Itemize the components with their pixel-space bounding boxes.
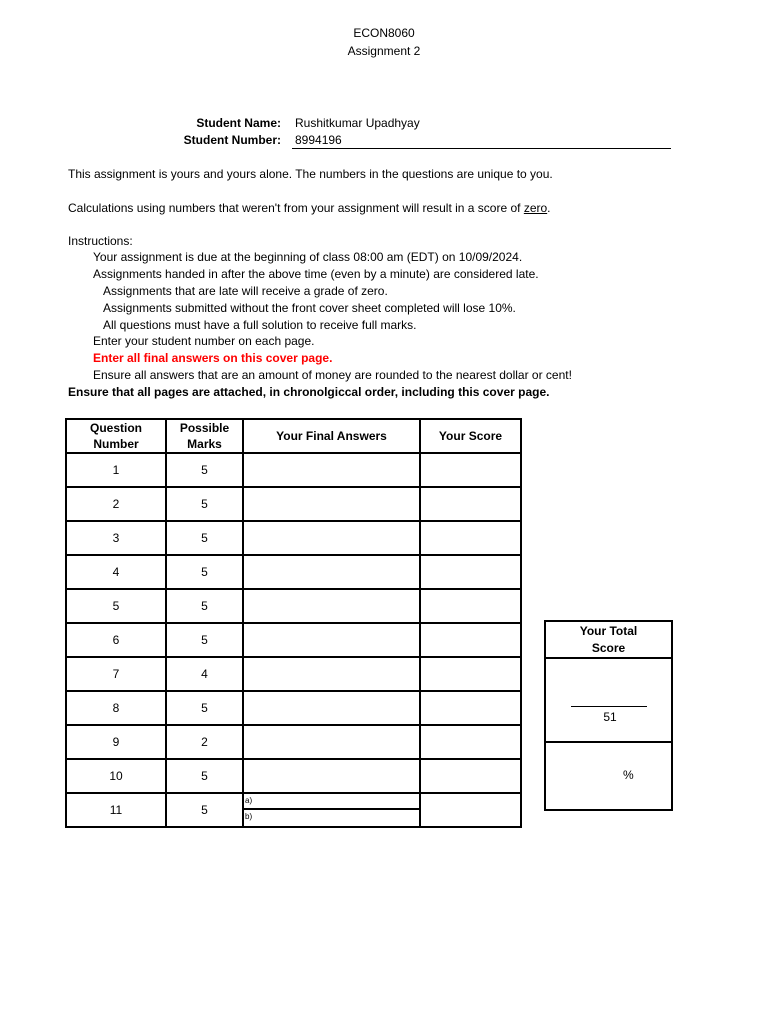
- score-cell[interactable]: [420, 555, 521, 589]
- question-number: 3: [66, 521, 166, 555]
- instruction-item-highlight: Enter all final answers on this cover page.: [93, 351, 333, 365]
- score-cell[interactable]: [420, 453, 521, 487]
- score-cell[interactable]: [420, 589, 521, 623]
- header-final-answers: Your Final Answers: [243, 419, 420, 453]
- answers-table: [65, 418, 522, 828]
- possible-marks: 5: [166, 759, 243, 793]
- intro-line-2: [68, 201, 551, 215]
- total-score-title: Your Total Score: [546, 622, 671, 659]
- table-row: [66, 623, 521, 657]
- instruction-item: Enter your student number on each page.: [93, 334, 315, 348]
- score-cell[interactable]: [420, 657, 521, 691]
- possible-marks: 2: [166, 725, 243, 759]
- table-row: [66, 793, 521, 827]
- total-score-fraction[interactable]: [546, 658, 671, 743]
- score-cell[interactable]: [420, 691, 521, 725]
- total-possible-marks: 51: [603, 710, 617, 724]
- possible-marks: 5: [166, 589, 243, 623]
- question-number: 6: [66, 623, 166, 657]
- answer-part-a[interactable]: a): [244, 794, 419, 810]
- table-row: [66, 759, 521, 793]
- instruction-item: All questions must have a full solution to receive full marks.: [103, 318, 417, 332]
- table-row: [66, 555, 521, 589]
- score-cell[interactable]: [420, 487, 521, 521]
- question-number: 10: [66, 759, 166, 793]
- answer-cell-split: [243, 793, 420, 827]
- answer-cell[interactable]: [243, 589, 420, 623]
- possible-marks: 5: [166, 691, 243, 725]
- possible-marks: 5: [166, 487, 243, 521]
- score-cell[interactable]: [420, 759, 521, 793]
- total-score-box: [544, 620, 673, 811]
- instructions-title: Instructions:: [68, 234, 133, 248]
- score-cell[interactable]: [420, 793, 521, 827]
- answer-cell[interactable]: [243, 657, 420, 691]
- answer-cell[interactable]: [243, 623, 420, 657]
- student-name-label: Student Name:: [196, 116, 281, 130]
- student-number-value: 8994196: [295, 133, 342, 147]
- instruction-item: Assignments that are late will receive a grade of zero.: [103, 284, 388, 298]
- instruction-item: Ensure all answers that are an amount of money are rounded to the nearest dollar or cent!: [93, 368, 572, 382]
- instruction-item: Assignments submitted without the front cover sheet completed will lose 10%.: [103, 301, 516, 315]
- possible-marks: 5: [166, 623, 243, 657]
- possible-marks: 4: [166, 657, 243, 691]
- course-code: ECON8060: [353, 26, 415, 40]
- question-number: 7: [66, 657, 166, 691]
- header-possible-marks: Possible Marks: [166, 419, 243, 453]
- header-your-score: Your Score: [420, 419, 521, 453]
- intro-zero-emphasis: zero: [523, 201, 548, 215]
- possible-marks: 5: [166, 453, 243, 487]
- instruction-item: Assignments handed in after the above time (even by a minute) are considered late.: [93, 267, 539, 281]
- intro-line-1: This assignment is yours and yours alone. The numbers in the questions are unique to you.: [68, 167, 553, 181]
- answer-part-b[interactable]: b): [245, 812, 253, 821]
- header-question-number: Question Number: [66, 419, 166, 453]
- table-header-row: [66, 419, 521, 453]
- table-row: [66, 691, 521, 725]
- question-number: 2: [66, 487, 166, 521]
- answer-cell[interactable]: [243, 725, 420, 759]
- answer-cell[interactable]: [243, 691, 420, 725]
- table-row: [66, 453, 521, 487]
- answer-cell[interactable]: [243, 759, 420, 793]
- table-row: [66, 487, 521, 521]
- instruction-item: Your assignment is due at the beginning of class 08:00 am (EDT) on 10/09/2024.: [93, 250, 523, 264]
- answer-cell[interactable]: [243, 521, 420, 555]
- question-number: 5: [66, 589, 166, 623]
- possible-marks: 5: [166, 555, 243, 589]
- student-name-value: Rushitkumar Upadhyay: [295, 116, 420, 130]
- answer-cell[interactable]: [243, 487, 420, 521]
- table-row: [66, 657, 521, 691]
- answer-cell[interactable]: [243, 453, 420, 487]
- question-number: 9: [66, 725, 166, 759]
- student-number-label: Student Number:: [183, 133, 281, 147]
- intro-line-2-end: .: [547, 201, 551, 215]
- instructions-final-note: Ensure that all pages are attached, in chronolgiccal order, including this cover page.: [68, 385, 550, 399]
- table-row: [66, 725, 521, 759]
- score-cell[interactable]: [420, 521, 521, 555]
- question-number: 4: [66, 555, 166, 589]
- question-number: 8: [66, 691, 166, 725]
- answer-cell[interactable]: [243, 555, 420, 589]
- score-cell[interactable]: [420, 725, 521, 759]
- student-number-underline: [292, 148, 671, 149]
- intro-line-2-text: Calculations using numbers that weren't from your assignment will result in a score of: [68, 201, 524, 215]
- assignment-title: Assignment 2: [347, 44, 421, 58]
- score-cell[interactable]: [420, 623, 521, 657]
- table-row: [66, 521, 521, 555]
- possible-marks: 5: [166, 793, 243, 827]
- percent-sign: %: [623, 768, 634, 782]
- table-row: [66, 589, 521, 623]
- possible-marks: 5: [166, 521, 243, 555]
- fraction-line: [571, 706, 647, 707]
- question-number: 11: [66, 793, 166, 827]
- question-number: 1: [66, 453, 166, 487]
